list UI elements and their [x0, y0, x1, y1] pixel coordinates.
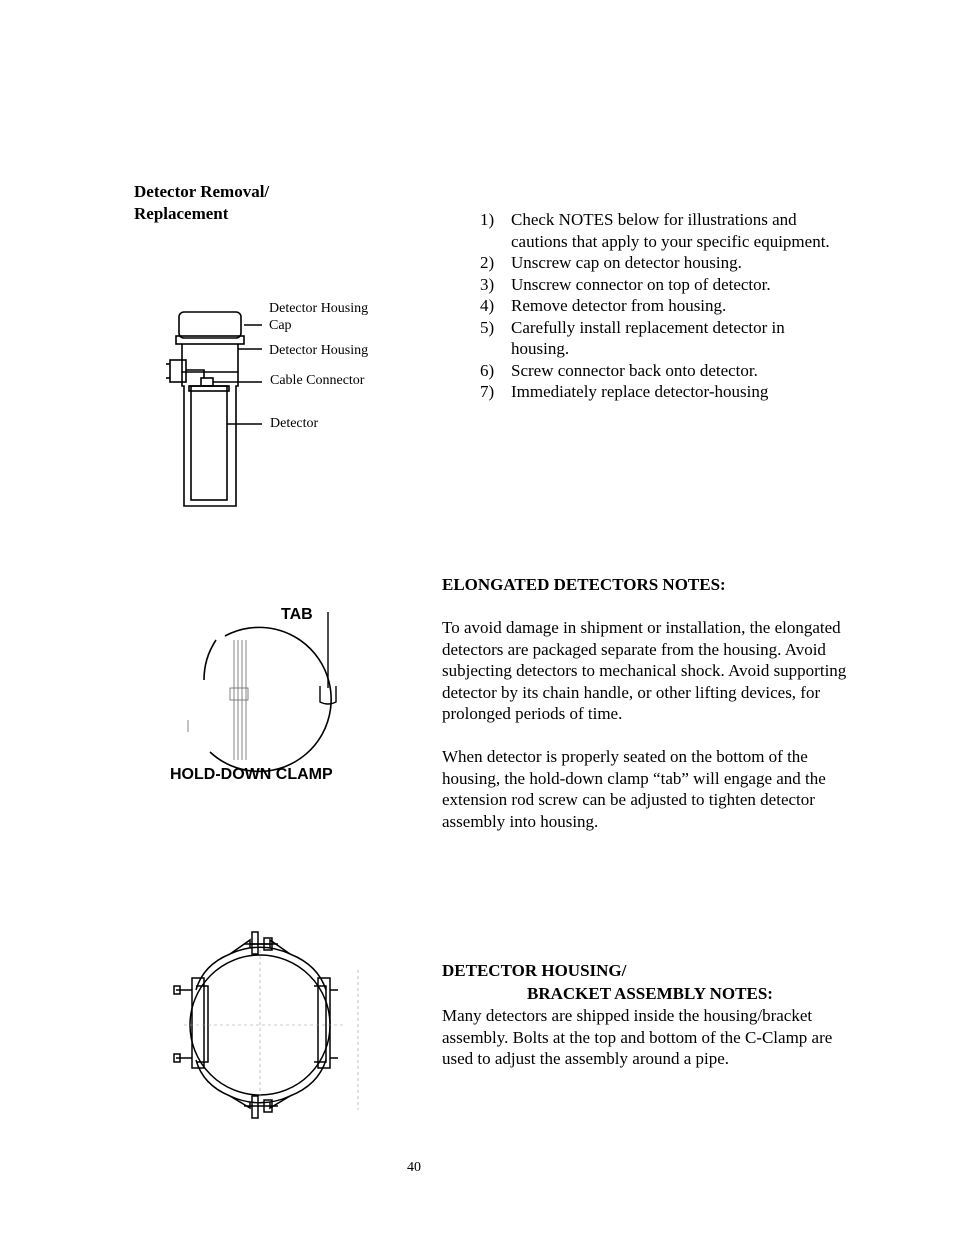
section-title: [134, 181, 269, 225]
section-title-line1: Detector Removal/: [134, 182, 270, 201]
label-hold-down-clamp: HOLD-DOWN CLAMP: [170, 766, 333, 783]
elongated-notes-heading: ELONGATED DETECTORS NOTES:: [442, 575, 726, 594]
label-cable-connector: Cable Connector: [270, 373, 365, 388]
step-item: 3) Unscrew connector on top of detector.: [480, 274, 771, 294]
label-detector-housing: Detector Housing: [269, 343, 369, 358]
step-item: 7) Immediately replace detector-housing: [480, 382, 769, 401]
bracket-assembly-diagram: [168, 930, 368, 1120]
elongated-notes-para1: To avoid damage in shipment or installation, the elongated detectors are packaged separate from the housing. Avoid subjecting detectors to mechanical shock. Avoid supporting detector by its chain handle, or other lifting devices, for prolonged periods of time.: [442, 618, 847, 723]
page-number: 40: [407, 1160, 421, 1175]
hold-down-clamp-diagram: [180, 620, 350, 765]
step-item: 6) Screw connector back onto detector.: [480, 360, 758, 380]
step-item: 5) Carefully install replacement detector in housing.: [480, 317, 785, 358]
bracket-notes-heading-line1: DETECTOR HOUSING/: [442, 961, 627, 980]
label-detector: Detector: [270, 416, 319, 431]
step-item: 4) Remove detector from housing.: [480, 296, 727, 315]
label-tab: TAB: [281, 606, 313, 623]
step-item: 1) Check NOTES below for illustrations and cautions that apply to your specific equipment.: [480, 210, 830, 251]
label-housing-cap: Detector Housing Cap: [269, 301, 369, 333]
procedure-steps: [480, 209, 840, 403]
step-item: 2) Unscrew cap on detector housing.: [480, 253, 742, 272]
section-title-line2: Replacement: [134, 204, 229, 223]
bracket-notes-para: Many detectors are shipped inside the housing/bracket assembly. Bolts at the top and bottom of the C-Clamp are used to adjust the assembly around a pipe.: [442, 1006, 833, 1068]
elongated-notes-para2: When detector is properly seated on the bottom of the housing, the hold-down clamp “tab” will engage and the extension rod screw can be adjusted to tighten detector assembly into housing.: [442, 747, 826, 831]
bracket-notes-heading-line2: BRACKET ASSEMBLY NOTES:: [527, 984, 773, 1003]
